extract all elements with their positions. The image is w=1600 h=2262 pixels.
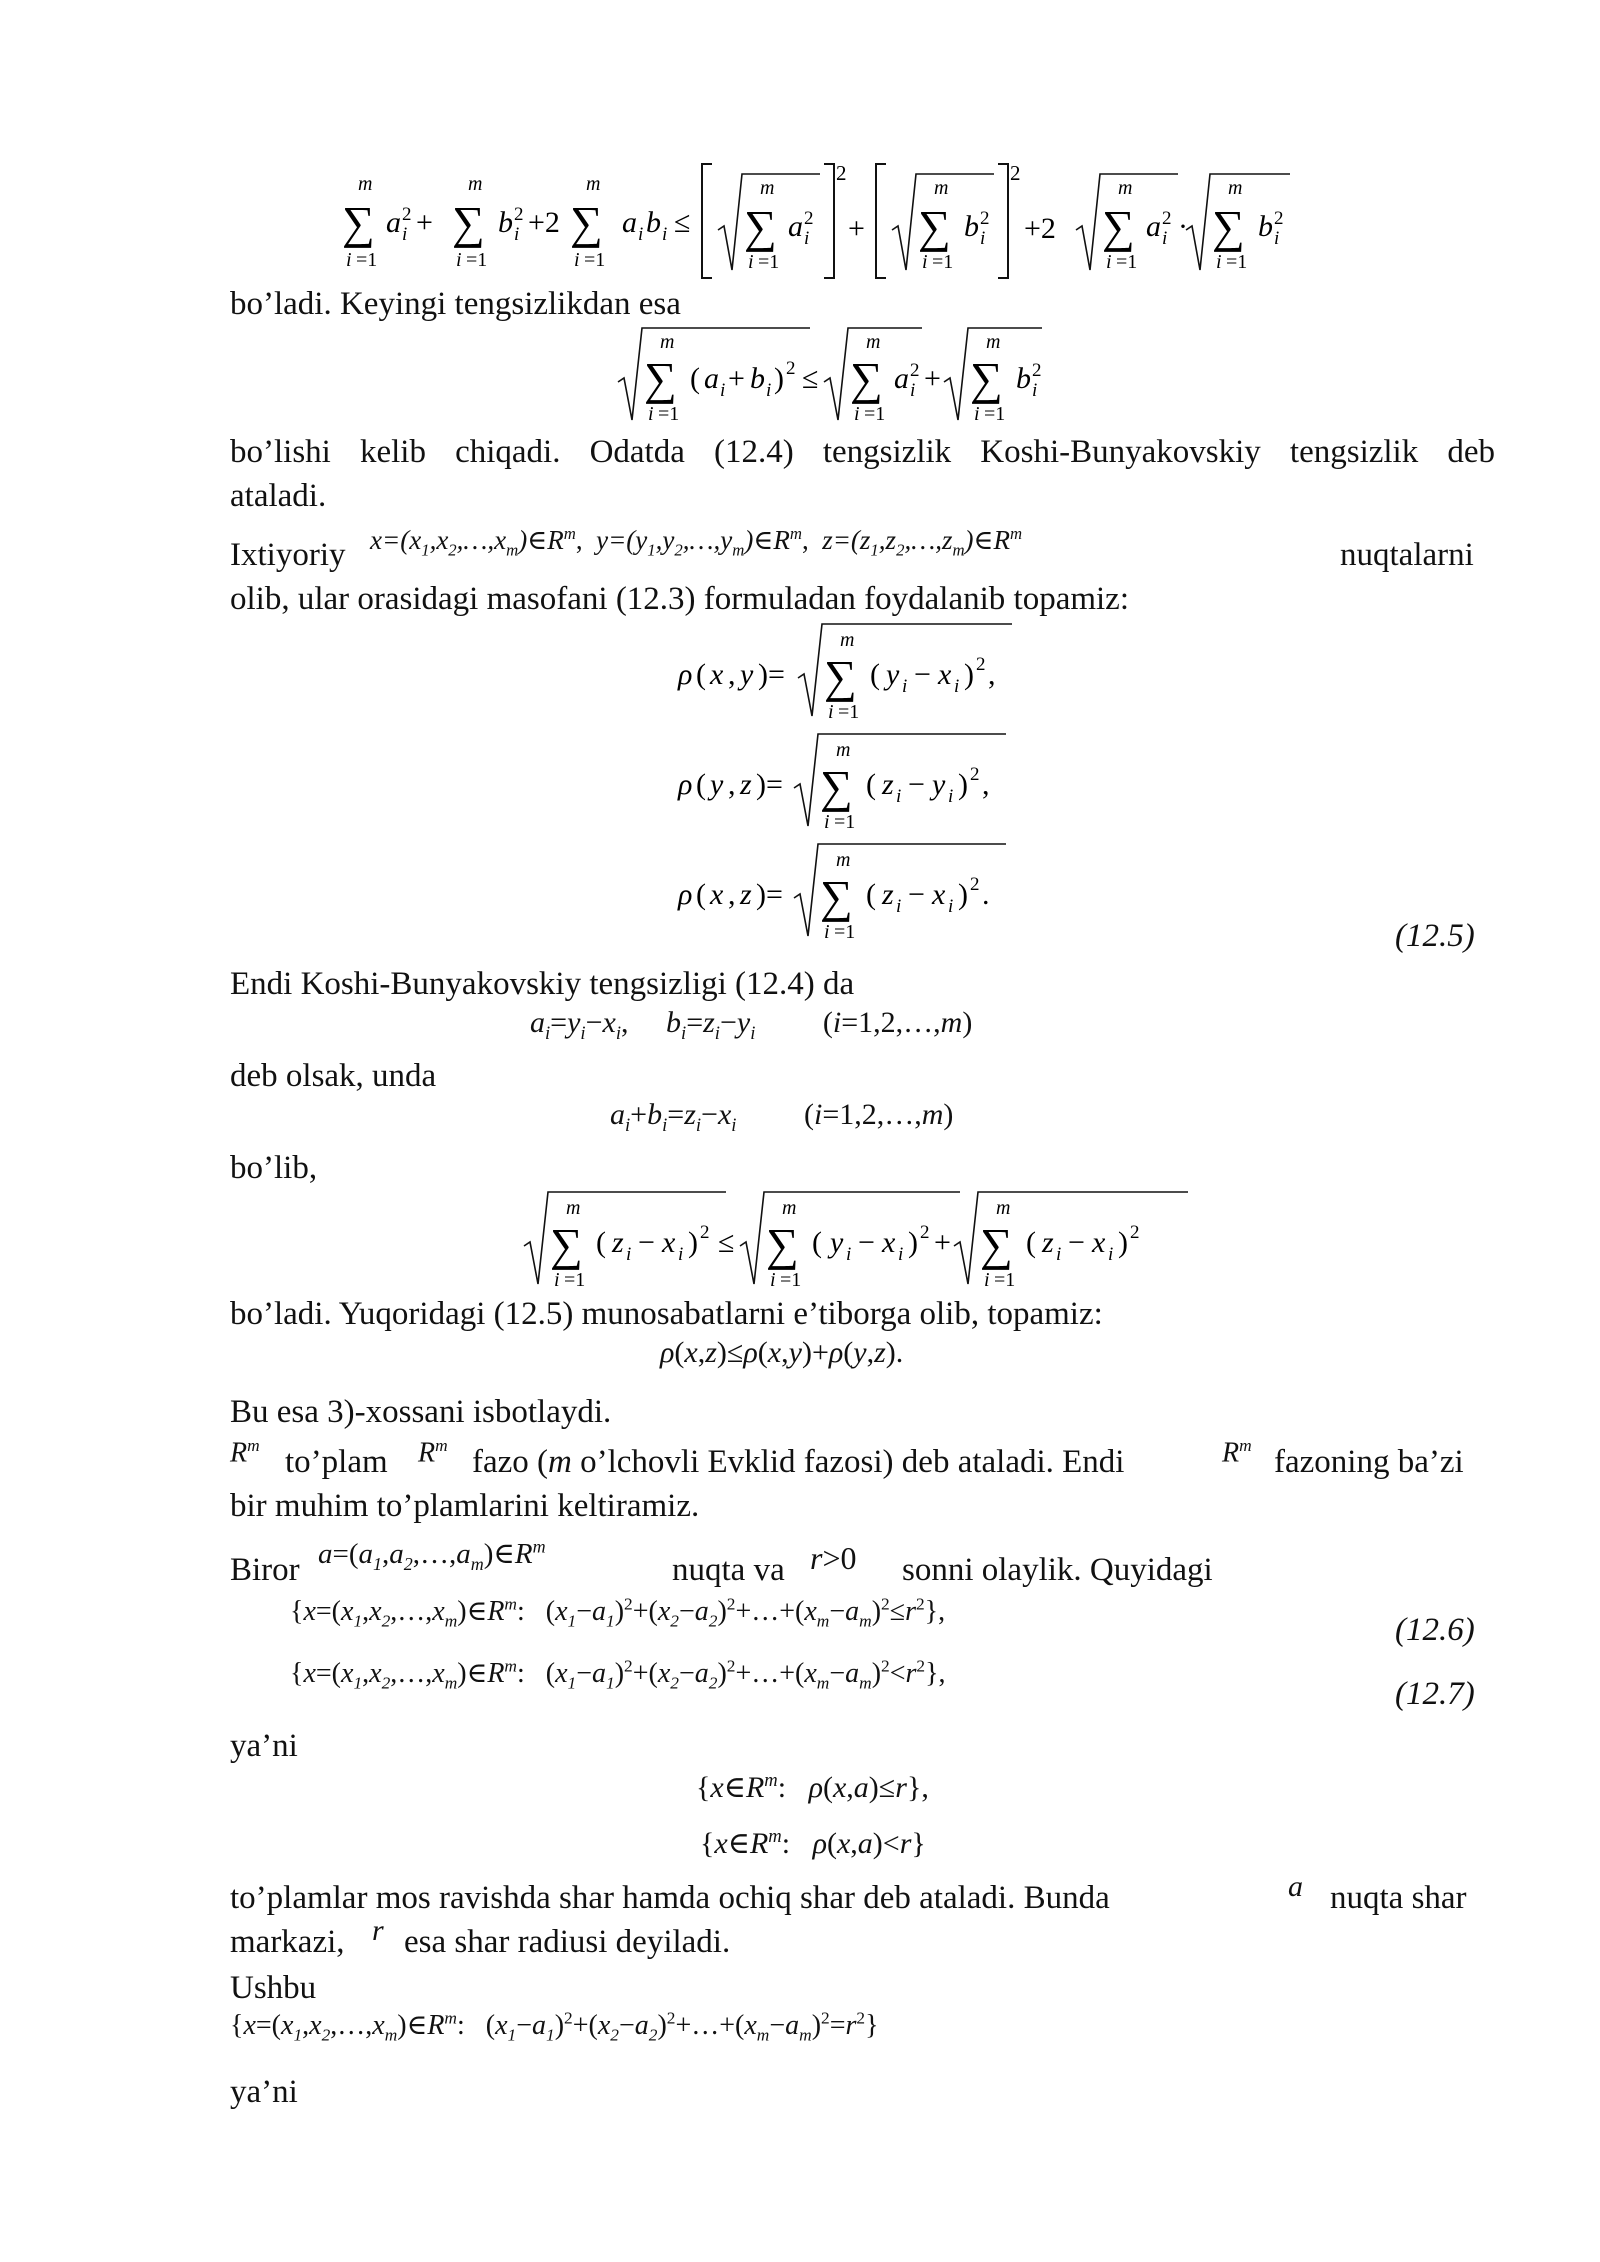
svg-text:=1: =1 (1226, 251, 1248, 273)
svg-text:i: i (1106, 251, 1112, 273)
svg-text:ρ: ρ (678, 878, 693, 911)
svg-text:a: a (386, 206, 401, 239)
svg-text:2: 2 (970, 874, 980, 895)
svg-text:2: 2 (804, 208, 814, 229)
svg-text:ρ: ρ (678, 768, 693, 801)
inline-formula: $R^m$ (230, 1436, 260, 1469)
svg-text:m: m (782, 1197, 797, 1219)
svg-text:∑: ∑ (970, 353, 1003, 404)
svg-text:i: i (678, 1244, 684, 1265)
svg-text:)=: )= (756, 768, 783, 801)
inline-formula: a (1288, 1870, 1303, 1903)
svg-text:i: i (1274, 228, 1280, 249)
svg-text:−: − (638, 1226, 655, 1259)
paragraph: Biror (230, 1552, 300, 1588)
svg-text:z: z (612, 1226, 624, 1259)
svg-text:y: y (830, 1226, 844, 1259)
svg-text:2: 2 (1274, 208, 1284, 229)
svg-text:): ) (1118, 1226, 1128, 1259)
paragraph: nuqtalarni (1340, 537, 1474, 573)
svg-text:(: ( (696, 768, 706, 801)
paragraph: ya’ni (230, 1728, 298, 1764)
svg-text:i: i (974, 403, 980, 425)
svg-text:m: m (996, 1197, 1011, 1219)
svg-text:b: b (964, 210, 979, 243)
svg-text:,: , (988, 658, 996, 691)
svg-text:∑: ∑ (918, 201, 951, 252)
svg-text:)=: )= (758, 658, 785, 691)
svg-text:−: − (858, 1226, 875, 1259)
svg-text:y: y (740, 658, 754, 691)
paragraph: nuqta shar (1330, 1880, 1467, 1916)
equation-sum-ab: $a_i+b_i=z_i-x_i$ (i=1,2,…,m) (610, 1098, 954, 1136)
svg-text:∑: ∑ (820, 871, 853, 922)
svg-text:y: y (932, 768, 946, 801)
svg-text:2: 2 (1162, 208, 1172, 229)
paragraph: bo’lishi kelib chiqadi. Odatda (12.4) tengsizlik Koshi-Bunyakovskiy tengsizlik deb (230, 434, 1495, 470)
svg-text:i: i (1162, 228, 1168, 249)
svg-text:m: m (660, 331, 675, 353)
svg-text:i: i (896, 896, 902, 917)
svg-text:∑: ∑ (744, 201, 777, 252)
svg-text:x: x (882, 1226, 896, 1259)
svg-text:=1: =1 (834, 811, 856, 833)
equation-number: (12.5) (1395, 918, 1475, 954)
svg-text:2: 2 (402, 204, 412, 225)
svg-text:+: + (416, 206, 433, 239)
equation-open-ball-rho: {$x\in R^m$: ρ(x,a)<r} (700, 1826, 926, 1860)
paragraph: sonni olaylik. Quyidagi (902, 1552, 1213, 1588)
svg-text:=1: =1 (994, 1269, 1016, 1291)
svg-text:i: i (1216, 251, 1222, 273)
svg-text:i: i (346, 249, 352, 271)
svg-text:i: i (574, 249, 580, 271)
svg-text:i: i (804, 228, 810, 249)
svg-text:i: i (638, 224, 644, 245)
svg-text:b: b (1258, 210, 1273, 243)
svg-text:2: 2 (1032, 360, 1042, 381)
svg-text:x: x (710, 878, 724, 911)
svg-text:=1: =1 (758, 251, 780, 273)
svg-text:z: z (882, 768, 894, 801)
svg-text:∑: ∑ (1212, 201, 1245, 252)
svg-text:i: i (662, 224, 668, 245)
svg-text:=1: =1 (1116, 251, 1138, 273)
inline-formula: r>0 (810, 1540, 857, 1576)
svg-text:+: + (728, 362, 745, 395)
svg-text:m: m (358, 173, 373, 195)
svg-text:(: ( (870, 658, 880, 691)
svg-text:∑: ∑ (766, 1219, 799, 1270)
svg-text:): ) (774, 362, 784, 395)
svg-text:+: + (934, 1226, 951, 1259)
svg-text:≤: ≤ (802, 362, 819, 395)
svg-text:x: x (938, 658, 952, 691)
equation-closed-ball-set: {$x=(x_1,x_2,\dots,x_m)\in R^m$: $(x_1-a_1)^2+(x_2-a_2)^2+\dots+(x_m-a_m)^2\le r^2$}, (290, 1594, 946, 1631)
svg-text:2: 2 (1010, 161, 1021, 185)
svg-text:+2: +2 (1024, 212, 1056, 245)
svg-text:+: + (924, 362, 941, 395)
svg-text:z: z (1042, 1226, 1054, 1259)
paragraph: markazi, (230, 1924, 345, 1960)
svg-text:): ) (958, 768, 968, 801)
equation-number: (12.6) (1395, 1612, 1475, 1648)
svg-text:a: a (622, 206, 637, 239)
paragraph: fazo ( (472, 1444, 549, 1480)
paragraph: to’plamlar mos ravishda shar hamda ochiq shar deb ataladi. Bunda (230, 1880, 1110, 1916)
svg-text:2: 2 (980, 208, 990, 229)
svg-text:a: a (704, 362, 719, 395)
svg-text:)=: )= (756, 878, 783, 911)
svg-text:2: 2 (920, 1222, 930, 1243)
svg-text:i: i (948, 786, 954, 807)
svg-text:b: b (750, 362, 765, 395)
svg-text:2: 2 (700, 1222, 710, 1243)
paragraph: ataladi. (230, 478, 327, 514)
svg-text:=1: =1 (838, 701, 860, 723)
paragraph: ya’ni (230, 2074, 298, 2110)
svg-text:−: − (1068, 1226, 1085, 1259)
svg-text:.: . (982, 878, 990, 911)
inline-formula: $R^m$ (1222, 1436, 1252, 1469)
svg-text:∑: ∑ (980, 1219, 1013, 1270)
svg-text:∑: ∑ (1102, 201, 1135, 252)
svg-text:i: i (948, 896, 954, 917)
paragraph: nuqta va (672, 1552, 785, 1588)
svg-text:−: − (908, 878, 925, 911)
svg-text:(: ( (696, 658, 706, 691)
svg-text:=1: =1 (564, 1269, 586, 1291)
equation-closed-ball-rho: {$x\in R^m$: ρ(x,a)≤r}, (696, 1770, 929, 1804)
svg-text:i: i (514, 224, 520, 245)
svg-text:m: m (760, 177, 775, 199)
svg-text:∑: ∑ (342, 197, 375, 248)
svg-text:i: i (402, 224, 408, 245)
svg-text:i: i (824, 811, 830, 833)
svg-text:i: i (1108, 1244, 1114, 1265)
svg-text:i: i (922, 251, 928, 273)
svg-text:i: i (898, 1244, 904, 1265)
svg-text:a: a (894, 362, 909, 395)
equation-substitution: $a_i=y_i-x_i$, $b_i=z_i-y_i$ (i=1,2,…,m) (530, 1006, 973, 1044)
svg-text:z: z (740, 768, 752, 801)
svg-text:m: m (586, 173, 601, 195)
paragraph: bir muhim to’plamlarini keltiramiz. (230, 1488, 700, 1524)
equation-triangle-sums (520, 1186, 1220, 1296)
equation-minkowski (610, 322, 1110, 432)
svg-text:−: − (914, 658, 931, 691)
svg-text:i: i (456, 249, 462, 271)
svg-text:x: x (932, 878, 946, 911)
svg-text:m: m (468, 173, 483, 195)
svg-text:): ) (964, 658, 974, 691)
svg-text:b: b (1016, 362, 1031, 395)
svg-text:i: i (828, 701, 834, 723)
svg-text:∑: ∑ (452, 197, 485, 248)
paragraph: bo’ladi. Keyingi tengsizlikdan esa (230, 286, 681, 322)
svg-text:i: i (554, 1269, 560, 1291)
svg-text:(: ( (866, 768, 876, 801)
svg-text:i: i (648, 403, 654, 425)
svg-text:∑: ∑ (570, 197, 603, 248)
svg-text:=1: =1 (780, 1269, 802, 1291)
svg-text:2: 2 (514, 204, 524, 225)
paragraph: Endi Koshi-Bunyakovskiy tengsizligi (12.4) da (230, 966, 855, 1002)
svg-text:,: , (728, 658, 736, 691)
equation-sphere-set: {$x=(x_1,x_2,\dots,x_m)\in R^m$: $(x_1-a_1)^2+(x_2-a_2)^2+\dots+(x_m-a_m)^2=r^2$} (230, 2008, 879, 2045)
svg-text:∑: ∑ (850, 353, 883, 404)
paragraph: esa shar radiusi deyiladi. (404, 1924, 731, 1960)
svg-text:(: ( (690, 362, 700, 395)
svg-text:2: 2 (1130, 1222, 1140, 1243)
inline-formula: $a=(a_1,a_2,\dots,a_m)\in R^m$ (318, 1536, 546, 1574)
paragraph: to’plam (285, 1444, 388, 1480)
svg-text:,: , (728, 768, 736, 801)
svg-text:m: m (986, 331, 1001, 353)
svg-text:(: ( (1026, 1226, 1036, 1259)
svg-text:i: i (896, 786, 902, 807)
svg-text:·: · (1178, 210, 1188, 243)
svg-text:m: m (934, 177, 949, 199)
svg-text:i: i (984, 1269, 990, 1291)
svg-text:i: i (854, 403, 860, 425)
svg-text:m: m (836, 739, 851, 761)
svg-text:∑: ∑ (550, 1219, 583, 1270)
inline-formula: r (372, 1914, 384, 1947)
svg-text:i: i (766, 380, 772, 401)
svg-text:i: i (902, 676, 908, 697)
svg-text:x: x (662, 1226, 676, 1259)
svg-text:b: b (646, 206, 661, 239)
svg-text:∑: ∑ (824, 651, 857, 702)
paragraph: bo’lib, (230, 1150, 318, 1186)
svg-text:i: i (824, 921, 830, 943)
inline-formula: $R^m$ (418, 1436, 448, 1469)
svg-text:a: a (788, 210, 803, 243)
paragraph: o’lchovli Evklid fazosi) deb ataladi. Endi (580, 1444, 1125, 1480)
equation-open-ball-set: {$x=(x_1,x_2,\dots,x_m)\in R^m$: $(x_1-a_1)^2+(x_2-a_2)^2+\dots+(x_m-a_m)^2<r^2$}, (290, 1656, 946, 1693)
svg-text:m: m (836, 849, 851, 871)
svg-text:): ) (908, 1226, 918, 1259)
svg-text:i: i (720, 380, 726, 401)
equation-distances (676, 618, 1096, 948)
svg-text:m: m (866, 331, 881, 353)
inline-formula: $x=(x_1,x_2,\dots,x_m)\in R^m$, $y=(y_1,y_2,\dots,y_m)\in R^m$, $z=(z_1,z_2,\dots,z_m)\in R^m$ (370, 524, 1023, 560)
svg-text:b: b (498, 206, 513, 239)
svg-text:=1: =1 (584, 249, 606, 271)
svg-text:i: i (1056, 1244, 1062, 1265)
svg-text:2: 2 (786, 358, 796, 379)
svg-text:=1: =1 (658, 403, 680, 425)
svg-text:,: , (728, 878, 736, 911)
svg-text:x: x (710, 658, 724, 691)
svg-text:2: 2 (910, 360, 920, 381)
svg-text:i: i (980, 228, 986, 249)
svg-text:y: y (886, 658, 900, 691)
svg-text:): ) (958, 878, 968, 911)
svg-text:+2: +2 (528, 206, 560, 239)
svg-text:i: i (748, 251, 754, 273)
svg-text:a: a (1146, 210, 1161, 243)
svg-text:=1: =1 (466, 249, 488, 271)
paragraph: bo’ladi. Yuqoridagi (12.5) munosabatlarni e’tiborga olib, topamiz: (230, 1296, 1103, 1332)
equation-number: (12.7) (1395, 1676, 1475, 1712)
paragraph: Ixtiyoriy (230, 537, 346, 573)
svg-text:+: + (848, 212, 865, 245)
paragraph-run (472, 1440, 1124, 1484)
paragraph: fazoning ba’zi (1274, 1444, 1464, 1480)
paragraph: Ushbu (230, 1970, 317, 2006)
svg-text:=1: =1 (834, 921, 856, 943)
svg-text:2: 2 (970, 764, 980, 785)
svg-text:i: i (846, 1244, 852, 1265)
svg-text:(: ( (812, 1226, 822, 1259)
svg-text:(: ( (866, 878, 876, 911)
svg-text:i: i (954, 676, 960, 697)
svg-text:z: z (740, 878, 752, 911)
svg-text:m: m (840, 629, 855, 651)
svg-text:∑: ∑ (644, 353, 677, 404)
paragraph: deb olsak, unda (230, 1058, 437, 1094)
svg-text:=1: =1 (864, 403, 886, 425)
svg-text:2: 2 (836, 161, 847, 185)
paragraph: Bu esa 3)-xossani isbotlaydi. (230, 1394, 612, 1430)
svg-text:ρ: ρ (678, 658, 693, 691)
svg-text:=1: =1 (356, 249, 378, 271)
svg-text:): ) (688, 1226, 698, 1259)
svg-text:2: 2 (976, 654, 986, 675)
svg-text:m: m (1118, 177, 1133, 199)
svg-text:−: − (908, 768, 925, 801)
svg-text:(: ( (696, 878, 706, 911)
svg-text:≤: ≤ (674, 206, 691, 239)
svg-text:i: i (626, 1244, 632, 1265)
svg-text:,: , (982, 768, 990, 801)
italic-m: m (548, 1444, 572, 1480)
svg-text:x: x (1092, 1226, 1106, 1259)
svg-text:(: ( (596, 1226, 606, 1259)
svg-text:≤: ≤ (718, 1226, 735, 1259)
svg-text:i: i (910, 380, 916, 401)
svg-text:i: i (770, 1269, 776, 1291)
svg-text:=1: =1 (932, 251, 954, 273)
svg-text:=1: =1 (984, 403, 1006, 425)
svg-text:∑: ∑ (820, 761, 853, 812)
svg-text:y: y (710, 768, 724, 801)
paragraph: olib, ular orasidagi masofani (12.3) formuladan foydalanib topamiz: (230, 581, 1129, 617)
svg-text:m: m (1228, 177, 1243, 199)
svg-text:i: i (1032, 380, 1038, 401)
equation-triangle-inequality: ρ(x,z)≤ρ(x,y)+ρ(y,z). (660, 1336, 904, 1369)
svg-text:m: m (566, 1197, 581, 1219)
equation-sum-expansion (340, 160, 1400, 290)
svg-text:z: z (882, 878, 894, 911)
